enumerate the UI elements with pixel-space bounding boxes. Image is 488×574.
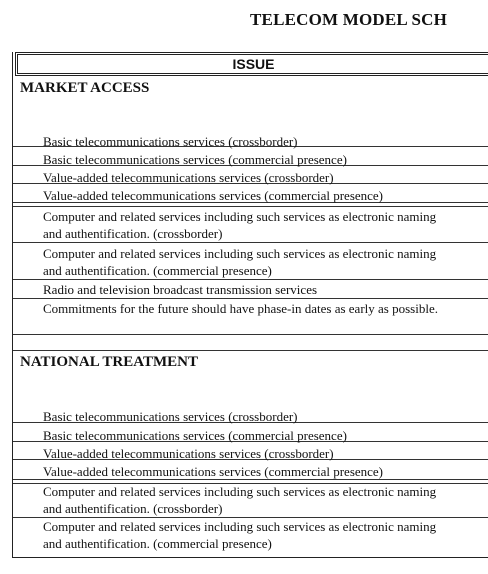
market-access-row: Value-added telecommunications services (crossborder): [43, 170, 334, 185]
national-treatment-row: Basic telecommunications services (crossborder): [43, 409, 298, 424]
row-divider: [13, 206, 488, 207]
market-access-row: Radio and television broadcast transmission services: [43, 282, 318, 297]
row-divider: [13, 279, 488, 280]
market-access-row: Value-added telecommunications services (commercial presence): [43, 188, 384, 203]
national-treatment-row: Value-added telecommunications services (crossborder): [43, 446, 334, 461]
row-divider: [13, 242, 488, 243]
issue-table: [12, 52, 488, 558]
market-access-heading: MARKET ACCESS: [20, 80, 150, 96]
national-treatment-row: Computer and related services including such services as electronic naming and authentification. (commercial presence): [43, 519, 437, 551]
row-divider: [13, 334, 488, 335]
national-treatment-heading: NATIONAL TREATMENT: [20, 354, 198, 370]
row-divider: [13, 298, 488, 299]
market-access-row: Commitments for the future should have phase-in dates as early as possible.: [43, 301, 438, 316]
national-treatment-row: Computer and related services including such services as electronic naming and authentification. (crossborder): [43, 484, 437, 516]
national-treatment-row: Value-added telecommunications services (commercial presence): [43, 464, 384, 479]
market-access-row: Computer and related services including such services as electronic naming and authentification. (commercial presence): [43, 246, 437, 278]
section-divider: [13, 350, 488, 351]
document-title: TELECOM MODEL SCH: [250, 10, 448, 29]
market-access-row: Basic telecommunications services (crossborder): [43, 134, 298, 149]
national-treatment-row: Basic telecommunications services (commercial presence): [43, 428, 347, 443]
market-access-row: Basic telecommunications services (commercial presence): [43, 152, 347, 167]
market-access-row: Computer and related services including such services as electronic naming and authentification. (crossborder): [43, 209, 437, 241]
issue-header: ISSUE: [15, 52, 488, 76]
